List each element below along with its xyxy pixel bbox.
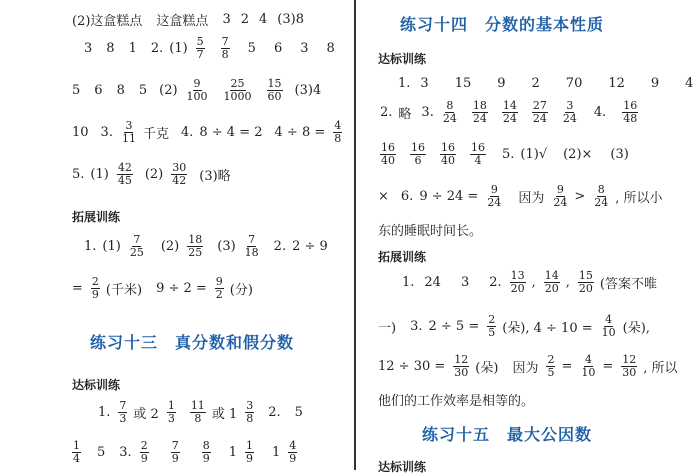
text: 9 ÷ 2 =	[156, 281, 207, 296]
fraction: $\frac{12}{30}$	[454, 353, 469, 379]
text: 3	[460, 275, 470, 290]
answer-line	[378, 184, 669, 209]
text: 1.	[402, 275, 415, 290]
text: (朵),	[622, 321, 650, 336]
fraction: $\frac{2}{5}$	[547, 353, 555, 379]
answer-line: 东的睡眠时间长。	[378, 224, 483, 239]
text: ,	[565, 275, 570, 290]
text: 9	[650, 76, 660, 91]
text: 5	[247, 41, 256, 56]
text: 5	[97, 445, 106, 460]
fraction: $\frac{14}{24}$	[502, 99, 517, 125]
text: 4	[685, 76, 694, 91]
fraction: $\frac{16}{6}$	[411, 141, 425, 167]
answer-line	[72, 78, 327, 103]
text: 15	[454, 76, 472, 91]
text: 2.	[489, 275, 502, 290]
left-column	[0, 0, 352, 470]
answer-line	[72, 162, 237, 187]
text: >	[574, 189, 586, 204]
text: (3)8	[277, 12, 304, 27]
fraction: $\frac{9}{24}$	[487, 183, 502, 209]
fraction: $\frac{7}{3}$	[119, 399, 127, 425]
text: 5	[294, 405, 303, 420]
text: 2.	[150, 41, 164, 56]
answer-line	[378, 314, 656, 339]
fraction: $\frac{7}{18}$	[244, 233, 259, 259]
text: 70	[565, 76, 583, 91]
text: (2)这盒糕点	[72, 14, 143, 29]
text: 4.	[180, 125, 194, 140]
fraction: $\frac{3}{24}$	[562, 99, 577, 125]
text: 8 ÷ 4 = 2	[199, 125, 263, 140]
fraction: $\frac{5}{7}$	[196, 35, 204, 61]
text: 2.	[268, 405, 281, 420]
fraction: $\frac{12}{30}$	[622, 353, 637, 379]
text: (朵)	[475, 361, 499, 376]
text: (3)	[610, 147, 629, 162]
text: 3	[222, 12, 231, 27]
fraction: $\frac{1}{3}$	[167, 399, 175, 425]
text: 8	[106, 41, 115, 56]
text: =	[72, 281, 83, 296]
text: 2 ÷ 9	[292, 239, 328, 254]
fraction: $\frac{18}{25}$	[188, 233, 203, 259]
answer-line	[378, 142, 635, 167]
text: 3.	[421, 105, 434, 120]
fraction: $\frac{9}{24}$	[553, 183, 568, 209]
answer-line	[72, 10, 310, 29]
text: 5.	[502, 147, 515, 162]
fraction: $\frac{13}{20}$	[510, 269, 525, 295]
fraction: $\frac{8}{24}$	[442, 99, 457, 125]
answer-line	[72, 276, 259, 301]
text: 略	[398, 107, 412, 122]
text: 1.	[398, 76, 411, 91]
text: 3.	[119, 445, 132, 460]
text: 12 ÷ 30 =	[378, 359, 446, 374]
text: 或 2	[133, 407, 159, 422]
text: (2)×	[563, 147, 593, 162]
section-subtitle: 达标训练	[378, 460, 427, 474]
text: 因为	[518, 191, 545, 206]
text: 9 ÷ 24 =	[419, 189, 479, 204]
fraction: $\frac{9}{100}$	[186, 77, 208, 103]
answer-line	[70, 440, 303, 465]
fraction: $\frac{18}{24}$	[472, 99, 487, 125]
text: 5	[72, 83, 81, 98]
text: (3)4	[294, 83, 322, 98]
fraction: $\frac{30}{42}$	[172, 161, 187, 187]
fraction: $\frac{4}{8}$	[334, 119, 342, 145]
right-column	[360, 0, 700, 474]
section-title: 练习十五 最大公因数	[422, 425, 593, 444]
fraction: $\frac{16}{48}$	[623, 99, 638, 125]
section-title: 练习十四 分数的基本性质	[400, 15, 605, 34]
fraction: $\frac{1}{4}$	[73, 439, 80, 465]
fraction: $\frac{2}{9}$	[91, 275, 99, 301]
fraction: $\frac{11}{8}$	[190, 399, 205, 425]
fraction: $\frac{4}{9}$	[289, 439, 297, 465]
fraction: $\frac{16}{40}$	[381, 141, 395, 167]
answer-line	[378, 354, 684, 379]
section-title: 练习十三 真分数和假分数	[90, 333, 295, 352]
text: 6	[94, 83, 103, 98]
text: 1.	[98, 405, 111, 420]
fraction: $\frac{42}{45}$	[117, 161, 132, 187]
text: 这盒糕点	[156, 14, 209, 29]
text: 10	[72, 125, 89, 140]
text: 24	[424, 275, 441, 290]
fraction: $\frac{15}{60}$	[267, 77, 282, 103]
text: 3	[300, 41, 309, 56]
text: 9	[497, 76, 506, 91]
text: 2	[240, 12, 249, 27]
fraction: $\frac{15}{20}$	[578, 269, 593, 295]
text: (2)	[159, 83, 178, 98]
text: 1.	[84, 239, 97, 254]
text: (3)	[217, 239, 236, 254]
text: 2.	[273, 239, 287, 254]
fraction: $\frac{2}{9}$	[140, 439, 148, 465]
text: 因为	[512, 361, 539, 376]
section-subtitle: 拓展训练	[378, 250, 427, 264]
text: ,	[531, 275, 536, 290]
fraction: $\frac{25}{1000}$	[223, 77, 252, 103]
text: (分)	[229, 283, 253, 298]
fraction: $\frac{9}{2}$	[215, 275, 223, 301]
answer-line	[380, 100, 644, 125]
text: 4.	[593, 105, 607, 120]
section-subtitle: 拓展训练	[72, 210, 121, 224]
fraction: $\frac{4}{10}$	[601, 313, 616, 339]
answer-line: 他们的工作效率是相等的。	[378, 394, 535, 409]
text: 6.	[400, 189, 414, 204]
fraction: $\frac{1}{9}$	[245, 439, 253, 465]
answer-line	[398, 76, 699, 91]
text: 3	[420, 76, 429, 91]
text: 3	[84, 41, 93, 56]
answer-line	[402, 270, 663, 295]
text: 5.	[72, 167, 85, 182]
fraction: $\frac{7}{25}$	[129, 233, 144, 259]
answer-line	[72, 120, 348, 145]
text: 2	[531, 76, 540, 91]
text: (1)	[102, 239, 121, 254]
text: 8	[326, 41, 335, 56]
text: (2)	[144, 167, 164, 182]
text: 8	[116, 83, 125, 98]
text: 3.	[100, 125, 113, 140]
fraction: $\frac{8}{24}$	[594, 183, 609, 209]
text: =	[561, 359, 573, 374]
text: 千克	[142, 127, 169, 142]
text: 3.	[410, 319, 423, 334]
answer-line	[84, 234, 334, 259]
section-subtitle: 达标训练	[378, 52, 427, 66]
text: 一)	[378, 321, 397, 336]
answer-line	[98, 400, 309, 425]
section-subtitle: 达标训练	[72, 378, 121, 392]
text: (千米)	[105, 283, 143, 298]
text: , 所以小	[615, 191, 663, 206]
fraction: $\frac{7}{9}$	[171, 439, 179, 465]
text: 1	[271, 445, 281, 460]
text: , 所以	[643, 361, 678, 376]
text: (朵), 4 ÷ 10 =	[502, 321, 593, 336]
text: 5	[138, 83, 148, 98]
fraction: $\frac{3}{11}$	[121, 119, 136, 145]
fraction: $\frac{16}{4}$	[471, 141, 485, 167]
text: 4	[259, 12, 268, 27]
text: ×	[378, 189, 389, 204]
fraction: $\frac{3}{8}$	[246, 399, 254, 425]
fraction: $\frac{27}{24}$	[532, 99, 547, 125]
text: 2 ÷ 5 =	[428, 319, 480, 334]
text: (2)	[160, 239, 180, 254]
answer-line	[84, 36, 341, 61]
text: (1)	[90, 167, 109, 182]
text: 或 1	[211, 407, 238, 422]
text: (3)略	[199, 169, 231, 184]
fraction: $\frac{2}{5}$	[488, 313, 496, 339]
fraction: $\frac{7}{8}$	[221, 35, 229, 61]
text: 2.	[380, 105, 393, 120]
text: (答案不唯	[599, 277, 657, 292]
fraction: $\frac{14}{20}$	[544, 269, 559, 295]
fraction: $\frac{16}{40}$	[441, 141, 455, 167]
text: (1)√	[520, 147, 548, 162]
fraction: $\frac{8}{9}$	[202, 439, 210, 465]
text: 4 ÷ 8 =	[274, 125, 326, 140]
text: =	[602, 359, 614, 374]
text: 1	[128, 41, 137, 56]
text: 6	[273, 41, 283, 56]
text: 12	[608, 76, 625, 91]
column-divider	[354, 0, 356, 470]
text: (1)	[169, 41, 188, 56]
fraction: $\frac{4}{10}$	[581, 353, 596, 379]
text: 1	[228, 445, 237, 460]
